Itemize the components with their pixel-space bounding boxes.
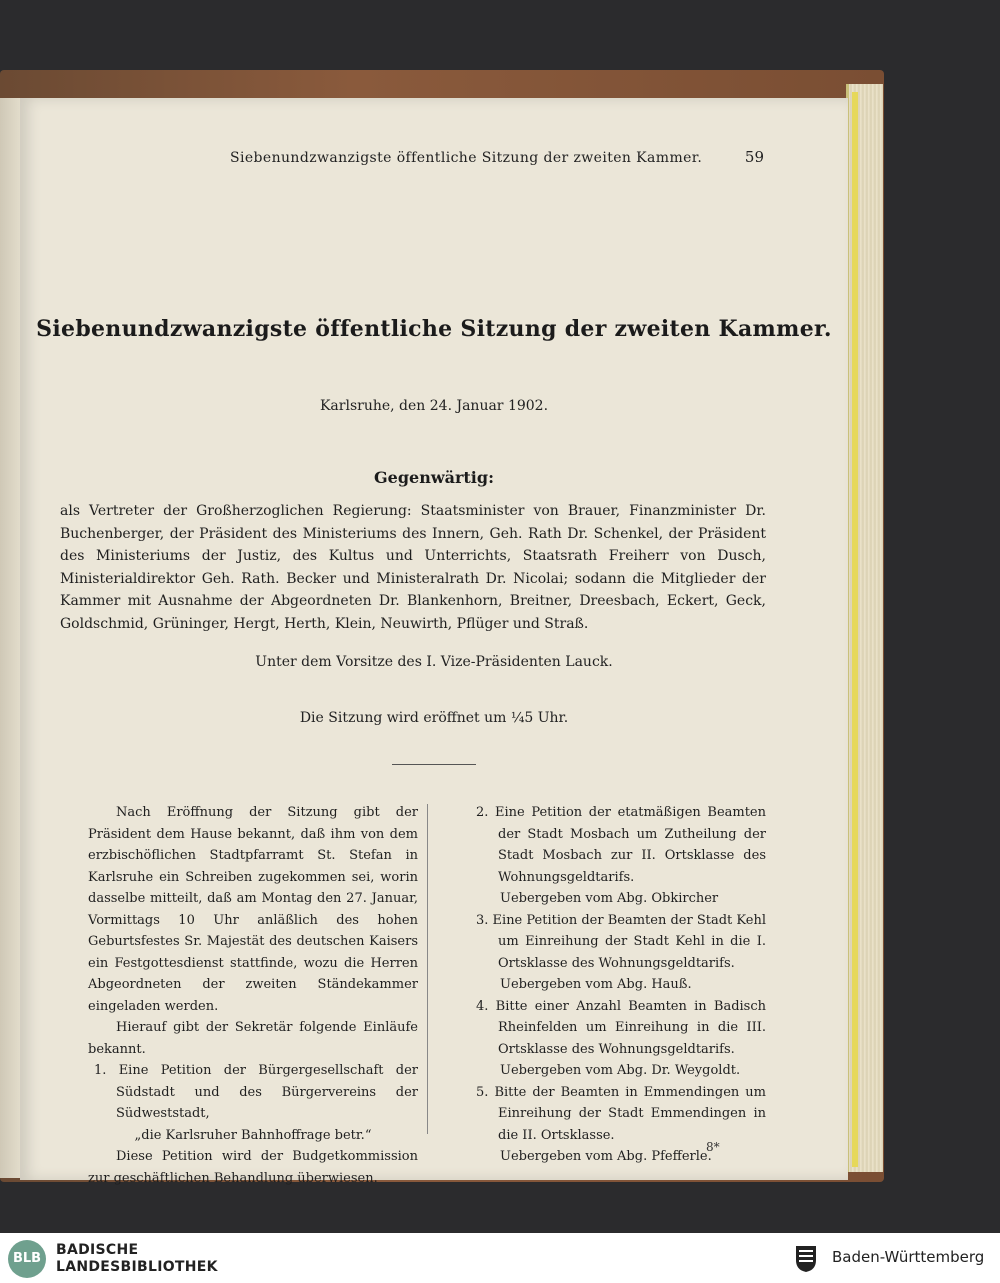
library-name-line2: LANDESBIBLIOTHEK [56,1259,218,1275]
right-column [470,802,766,1168]
opening-line: Die Sitzung wird eröffnet um ¼5 Uhr. [299,710,569,726]
present-paragraph: als Vertreter der Großherzoglichen Regierung: Staatsminister von Brauer, Finanzminister Dr. Buchenberger, der Präsident des Ministeriums des Innern, Geh. Rath Dr. Schenkel, der Präsident des Ministeriums der Justiz, des Kultus und Unterrichts, Staatsrath Freiherr von Dusch, Ministerialdirektor Geh. Rath. Becker und Ministeralrath Dr. Nicolai; sodann die Mitglieder der Kammer mit Ausnahme der Abgeordneten Dr. Blankenhorn, Breitner, Dreesbach, Eckert, Geck, Goldschmid, Grüninger, Hergt, Herth, Klein, Neuwirth, Pflüger und Straß. [60,503,766,632]
page-gilt-edge [852,92,858,1167]
left-column [88,802,418,1189]
library-name-line1: BADISCHE [56,1242,139,1258]
list-item: 1. Eine Petition der Bürgergesellschaft der Südstadt und des Bürgervereins der Südweststadt, [94,1063,418,1121]
present-heading: Gegenwärtig: [374,468,494,487]
left-page-edge [0,98,20,1178]
list-item-note: Uebergeben vom Abg. Obkircher [500,891,719,906]
list-item-quote: „die Karlsruher Bahnhoffrage betr.“ [134,1127,372,1143]
running-head: Siebenundzwanzigste öffentliche Sitzung der zweiten Kammer. [230,150,703,166]
list-item-note: Uebergeben vom Abg. Pfefferle. [500,1149,712,1164]
state-name: Baden-Württemberg [832,1248,985,1266]
blb-logo[interactable]: BLB [8,1240,46,1278]
list-item: 3. Eine Petition der Beamten der Stadt Kehl um Einreihung der Stadt Kehl in die I. Ortsklasse des Wohnungsgeldtarifs. [476,912,766,971]
chair-line: Unter dem Vorsitze des I. Vize-Präsidenten Lauck. [255,654,613,670]
list-item-note: Diese Petition wird der Budgetkommission zur geschäftlichen Behandlung überwiesen. [88,1149,418,1186]
list-item: 2. Eine Petition der etatmäßigen Beamten der Stadt Mosbach um Zutheilung der Stadt Mosbach zur II. Ortsklasse des Wohnungsgeldtarifs. [476,805,766,885]
paragraph: Hierauf gibt der Sekretär folgende Einläufe bekannt. [88,1020,418,1057]
page-title: Siebenundzwanzigste öffentliche Sitzung der zweiten Kammer. [36,316,832,342]
signature-mark: 8* [706,1140,720,1154]
coat-of-arms-icon [790,1242,822,1274]
page-number: 59 [744,148,764,166]
list-item-note: Uebergeben vom Abg. Dr. Weygoldt. [500,1063,741,1078]
list-item: 4. Bitte einer Anzahl Beamten in Badisch Rheinfelden um Einreihung in die III. Ortsklasse des Wohnungsgeldtarifs. [476,998,766,1057]
document-page [20,98,848,1186]
column-divider [427,804,428,1134]
date-line: Karlsruhe, den 24. Januar 1902. [319,398,549,414]
section-rule [392,764,476,765]
footer-bar [0,1233,1000,1283]
paragraph: Nach Eröffnung der Sitzung gibt der Präsident dem Hause bekannt, daß ihm von dem erzbischöflichen Stadtpfarramt St. Stefan in Karlsruhe ein Schreiben zugekommen sei, worin dasselbe mitteilt, daß am Montag den 27. Januar, Vormittags 10 Uhr anläßlich des hohen Geburtsfestes Sr. Majestät des deutschen Kaisers ein Festgottesdienst stattfinde, wozu die Herren Abgeordneten der zweiten Ständekammer eingeladen werden. [88,805,418,1014]
list-item: 5. Bitte der Beamten in Emmendingen um Einreihung der Stadt Emmendingen in die II. Ortsklasse. [476,1084,766,1143]
list-item-note: Uebergeben vom Abg. Hauß. [500,977,692,992]
